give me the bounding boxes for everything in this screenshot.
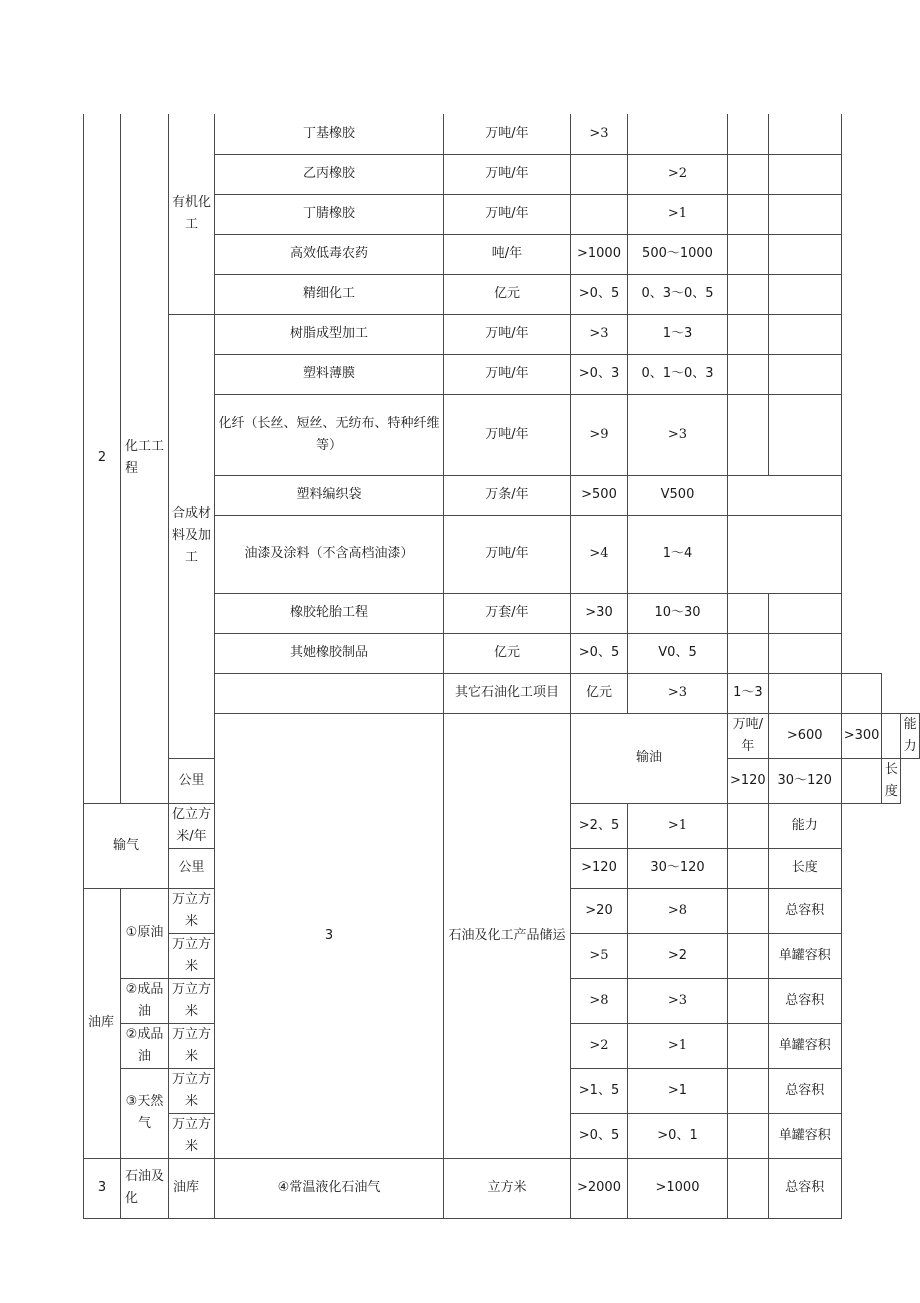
table-row	[84, 314, 920, 354]
unit: 万立方米	[169, 978, 215, 1023]
unit: 亿立方米/年	[169, 803, 215, 848]
medium-scale: 30～120	[768, 758, 841, 803]
medium-scale: V500	[628, 475, 728, 515]
remark: 总容积	[768, 888, 841, 933]
section-category: 石油及化工产品储运	[444, 713, 571, 1158]
remark	[768, 633, 841, 673]
subcategory-depot: 油库	[169, 1158, 215, 1218]
large-scale: >120	[728, 758, 769, 803]
unit: 吨/年	[444, 234, 571, 274]
unit: 万立方米	[169, 1023, 215, 1068]
small-scale	[728, 274, 769, 314]
small-scale	[728, 194, 769, 234]
medium-scale: 1～4	[628, 515, 728, 593]
unit: 万立方米	[169, 888, 215, 933]
large-scale: >4	[571, 515, 628, 593]
item-name: 塑料薄膜	[215, 354, 444, 394]
medium-scale: >1	[628, 1068, 728, 1113]
medium-scale	[628, 114, 728, 154]
remark	[768, 154, 841, 194]
unit: 万吨/年	[444, 394, 571, 475]
remark	[768, 234, 841, 274]
remark: 单罐容积	[768, 1023, 841, 1068]
remark	[768, 314, 841, 354]
item-name: 其她橡胶制品	[215, 633, 444, 673]
unit: 万立方米	[169, 1113, 215, 1158]
small-scale	[728, 154, 769, 194]
large-scale: >3	[571, 314, 628, 354]
unit: 万吨/年	[444, 354, 571, 394]
small-scale	[728, 314, 769, 354]
small-scale	[728, 234, 769, 274]
unit: 万吨/年	[444, 154, 571, 194]
small-scale	[728, 633, 769, 673]
large-scale: >30	[571, 593, 628, 633]
large-scale: >0、5	[571, 1113, 628, 1158]
item-name: 精细化工	[215, 274, 444, 314]
remark: 长度	[768, 848, 841, 888]
item-name: 油漆及涂料（不含高档油漆）	[215, 515, 444, 593]
medium-scale: >300	[841, 713, 882, 758]
medium-scale: >1	[628, 803, 728, 848]
item-name: 其它石油化工项目	[444, 673, 571, 713]
medium-scale: >8	[628, 888, 728, 933]
small-scale	[728, 1113, 769, 1158]
item-name: 乙丙橡胶	[215, 154, 444, 194]
subcategory-synthetic: 合成材料及加工	[169, 314, 215, 758]
section-category: 石油及化	[121, 1158, 169, 1218]
large-scale: >0、3	[571, 354, 628, 394]
section-number: 3	[84, 1158, 121, 1218]
small-scale	[728, 1158, 769, 1218]
large-scale: >1000	[571, 234, 628, 274]
table-row	[84, 114, 920, 154]
large-scale	[571, 194, 628, 234]
remark: 长度	[882, 758, 901, 803]
medium-scale: 1～3	[728, 673, 769, 713]
remark	[841, 673, 882, 713]
item-name: 输油	[571, 713, 728, 803]
remark	[768, 394, 841, 475]
small-scale	[728, 354, 769, 394]
remark	[768, 194, 841, 234]
remark: 总容积	[768, 978, 841, 1023]
medium-scale: >3	[628, 978, 728, 1023]
remark	[768, 354, 841, 394]
small-scale	[728, 848, 769, 888]
item-name: 输气	[84, 803, 169, 888]
large-scale: >8	[571, 978, 628, 1023]
unit: 万吨/年	[444, 314, 571, 354]
item-name: 高效低毒农药	[215, 234, 444, 274]
large-scale: >500	[571, 475, 628, 515]
subcategory-organic: 有机化工	[169, 114, 215, 314]
small-scale	[728, 1023, 769, 1068]
table-row	[84, 1158, 920, 1218]
project-scale-table	[83, 114, 920, 1219]
subcategory-depot: 油库	[84, 888, 121, 1158]
large-scale: >600	[768, 713, 841, 758]
medium-scale: >3	[628, 394, 728, 475]
unit: 万套/年	[444, 593, 571, 633]
large-scale: >2	[571, 1023, 628, 1068]
unit: 万吨/年	[444, 194, 571, 234]
other-spacer	[215, 673, 444, 713]
medium-scale: V0、5	[628, 633, 728, 673]
remark	[768, 114, 841, 154]
item-name: 塑料编织袋	[215, 475, 444, 515]
large-scale: >0、5	[571, 274, 628, 314]
small-scale	[728, 593, 769, 633]
large-scale: >5	[571, 933, 628, 978]
small-scale	[728, 888, 769, 933]
large-scale: >0、5	[571, 633, 628, 673]
unit: 公里	[169, 758, 215, 803]
section-number: 3	[215, 713, 444, 1158]
small-scale	[728, 1068, 769, 1113]
remark: 能力	[901, 713, 920, 758]
remark: 单罐容积	[768, 933, 841, 978]
medium-scale: 0、1～0、3	[628, 354, 728, 394]
remark	[768, 274, 841, 314]
item-name: 化纤（长丝、短丝、无纺布、特种纤维等）	[215, 394, 444, 475]
unit: 万吨/年	[444, 515, 571, 593]
remark: 总容积	[768, 1158, 841, 1218]
large-scale: >120	[571, 848, 628, 888]
small-scale	[728, 114, 769, 154]
unit: 亿元	[444, 274, 571, 314]
large-scale: >2000	[571, 1158, 628, 1218]
medium-scale: >1000	[628, 1158, 728, 1218]
small-scale	[841, 758, 882, 803]
item-name: ①原油	[121, 888, 169, 978]
large-scale	[571, 154, 628, 194]
item-name: 橡胶轮胎工程	[215, 593, 444, 633]
remark: 总容积	[768, 1068, 841, 1113]
small-scale	[728, 515, 842, 593]
item-name: 丁腈橡胶	[215, 194, 444, 234]
medium-scale: >2	[628, 154, 728, 194]
large-scale: >1、5	[571, 1068, 628, 1113]
large-scale: >20	[571, 888, 628, 933]
small-scale	[768, 673, 841, 713]
unit: 万立方米	[169, 933, 215, 978]
section-number: 2	[84, 114, 121, 803]
unit: 公里	[169, 848, 215, 888]
medium-scale: 1～3	[628, 314, 728, 354]
medium-scale: >1	[628, 194, 728, 234]
medium-scale: >1	[628, 1023, 728, 1068]
medium-scale: 500～1000	[628, 234, 728, 274]
unit: 亿元	[571, 673, 628, 713]
medium-scale: 0、3～0、5	[628, 274, 728, 314]
large-scale: >3	[571, 114, 628, 154]
item-name: 树脂成型加工	[215, 314, 444, 354]
item-name: ③天然气	[121, 1068, 169, 1158]
small-scale	[728, 394, 769, 475]
unit: 万条/年	[444, 475, 571, 515]
remark: 能力	[768, 803, 841, 848]
medium-scale: 10～30	[628, 593, 728, 633]
unit: 万立方米	[169, 1068, 215, 1113]
small-scale	[728, 933, 769, 978]
large-scale: >9	[571, 394, 628, 475]
remark: 单罐容积	[768, 1113, 841, 1158]
remark	[768, 593, 841, 633]
large-scale: >2、5	[571, 803, 628, 848]
medium-scale: >0、1	[628, 1113, 728, 1158]
item-name: ④常温液化石油气	[215, 1158, 444, 1218]
medium-scale: >2	[628, 933, 728, 978]
small-scale	[728, 803, 769, 848]
small-scale	[728, 475, 842, 515]
small-scale	[728, 978, 769, 1023]
unit: 亿元	[444, 633, 571, 673]
item-name: ②成品油	[121, 1023, 169, 1068]
large-scale: >3	[628, 673, 728, 713]
small-scale	[882, 713, 901, 758]
unit: 万吨/年	[728, 713, 769, 758]
section-category: 化工工程	[121, 114, 169, 803]
item-name: ②成品油	[121, 978, 169, 1023]
unit: 立方米	[444, 1158, 571, 1218]
item-name: 丁基橡胶	[215, 114, 444, 154]
medium-scale: 30～120	[628, 848, 728, 888]
unit: 万吨/年	[444, 114, 571, 154]
